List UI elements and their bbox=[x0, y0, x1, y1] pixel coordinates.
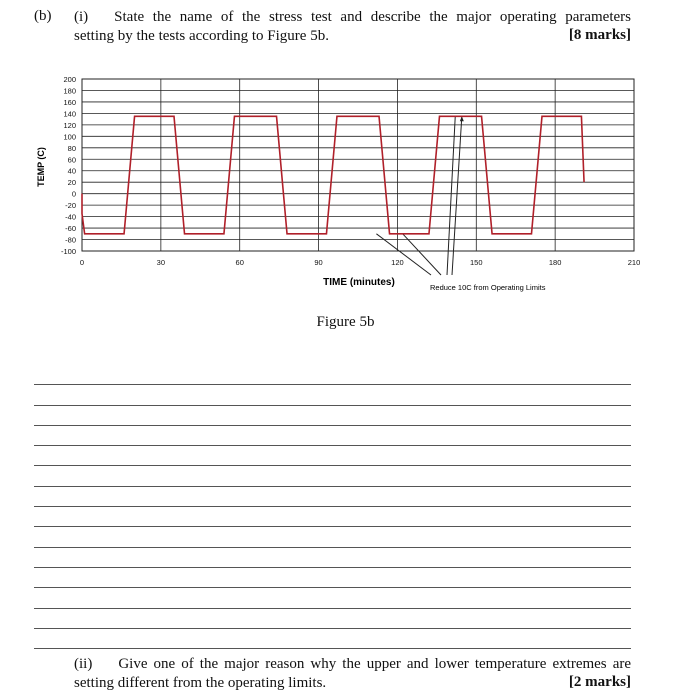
chart-x-ticks bbox=[80, 258, 640, 267]
answer-line[interactable] bbox=[34, 406, 631, 426]
question-part-label: (b) bbox=[34, 8, 52, 24]
question-ii-text-line2: setting different from the operating limits. bbox=[74, 675, 327, 691]
temperature-chart bbox=[0, 0, 691, 310]
question-i-label: (i) bbox=[74, 9, 89, 25]
y-tick-label: 180 bbox=[63, 86, 76, 96]
answer-line[interactable] bbox=[34, 365, 631, 385]
pointer-line-low2 bbox=[403, 234, 441, 275]
x-tick-label: 0 bbox=[79, 258, 85, 267]
chart-y-ticks bbox=[61, 75, 76, 256]
x-tick-label: 120 bbox=[391, 258, 404, 267]
answer-line[interactable] bbox=[34, 385, 631, 405]
question-ii-marks: [2 marks] bbox=[568, 674, 631, 690]
y-tick-label: -60 bbox=[65, 224, 76, 234]
y-tick-label: 0 bbox=[71, 189, 76, 199]
y-tick-label: 140 bbox=[63, 109, 76, 119]
chart-grid bbox=[82, 79, 634, 251]
answer-lines bbox=[34, 365, 631, 649]
y-tick-label: 200 bbox=[63, 75, 76, 84]
pointer-line-low bbox=[376, 234, 431, 275]
x-tick-label: 180 bbox=[548, 258, 562, 267]
y-tick-label: 100 bbox=[63, 132, 76, 142]
question-i-text-line1: State the name of the stress test and describe the major operating parameters bbox=[114, 9, 631, 25]
x-tick-label: 90 bbox=[314, 258, 323, 267]
question-ii bbox=[74, 655, 631, 693]
x-tick-label: 210 bbox=[627, 258, 641, 267]
y-tick-label: -80 bbox=[65, 235, 76, 245]
answer-line[interactable] bbox=[34, 588, 631, 608]
plot-frame bbox=[82, 79, 634, 251]
y-tick-label: 160 bbox=[63, 97, 76, 107]
y-tick-label: -100 bbox=[60, 247, 76, 256]
y-tick-label: 40 bbox=[67, 166, 76, 176]
y-tick-label: 120 bbox=[63, 120, 76, 130]
chart-annotation: Reduce 10C from Operating Limits bbox=[430, 283, 546, 292]
figure-caption: Figure 5b bbox=[316, 314, 375, 330]
question-ii-label: (ii) bbox=[74, 656, 93, 672]
y-tick-label: -40 bbox=[65, 212, 76, 222]
y-tick-label: 20 bbox=[67, 178, 76, 188]
answer-line[interactable] bbox=[34, 507, 631, 527]
answer-line[interactable] bbox=[34, 527, 631, 547]
question-i-marks: [8 marks] bbox=[568, 27, 631, 43]
x-tick-label: 30 bbox=[156, 258, 166, 267]
question-ii-text-line1: Give one of the major reason why the upper and lower temperature extremes are bbox=[118, 656, 631, 672]
x-tick-label: 60 bbox=[235, 258, 244, 267]
answer-line[interactable] bbox=[34, 548, 631, 568]
answer-line[interactable] bbox=[34, 487, 631, 507]
answer-line[interactable] bbox=[34, 568, 631, 588]
x-tick-label: 150 bbox=[470, 258, 483, 267]
question-i-text-line2: setting by the tests according to Figure 5b. bbox=[74, 28, 329, 44]
answer-line[interactable] bbox=[34, 426, 631, 446]
answer-line[interactable] bbox=[34, 609, 631, 629]
answer-line[interactable] bbox=[34, 446, 631, 466]
chart-x-axis-label: TIME (minutes) bbox=[323, 277, 395, 288]
chart-y-axis-label: TEMP (C) bbox=[36, 147, 46, 187]
answer-line[interactable] bbox=[34, 629, 631, 649]
series-temperature-line bbox=[82, 116, 584, 234]
y-tick-label: 60 bbox=[67, 155, 76, 165]
y-tick-label: 80 bbox=[67, 143, 76, 153]
answer-line[interactable] bbox=[34, 466, 631, 486]
y-tick-label: -20 bbox=[65, 201, 76, 211]
